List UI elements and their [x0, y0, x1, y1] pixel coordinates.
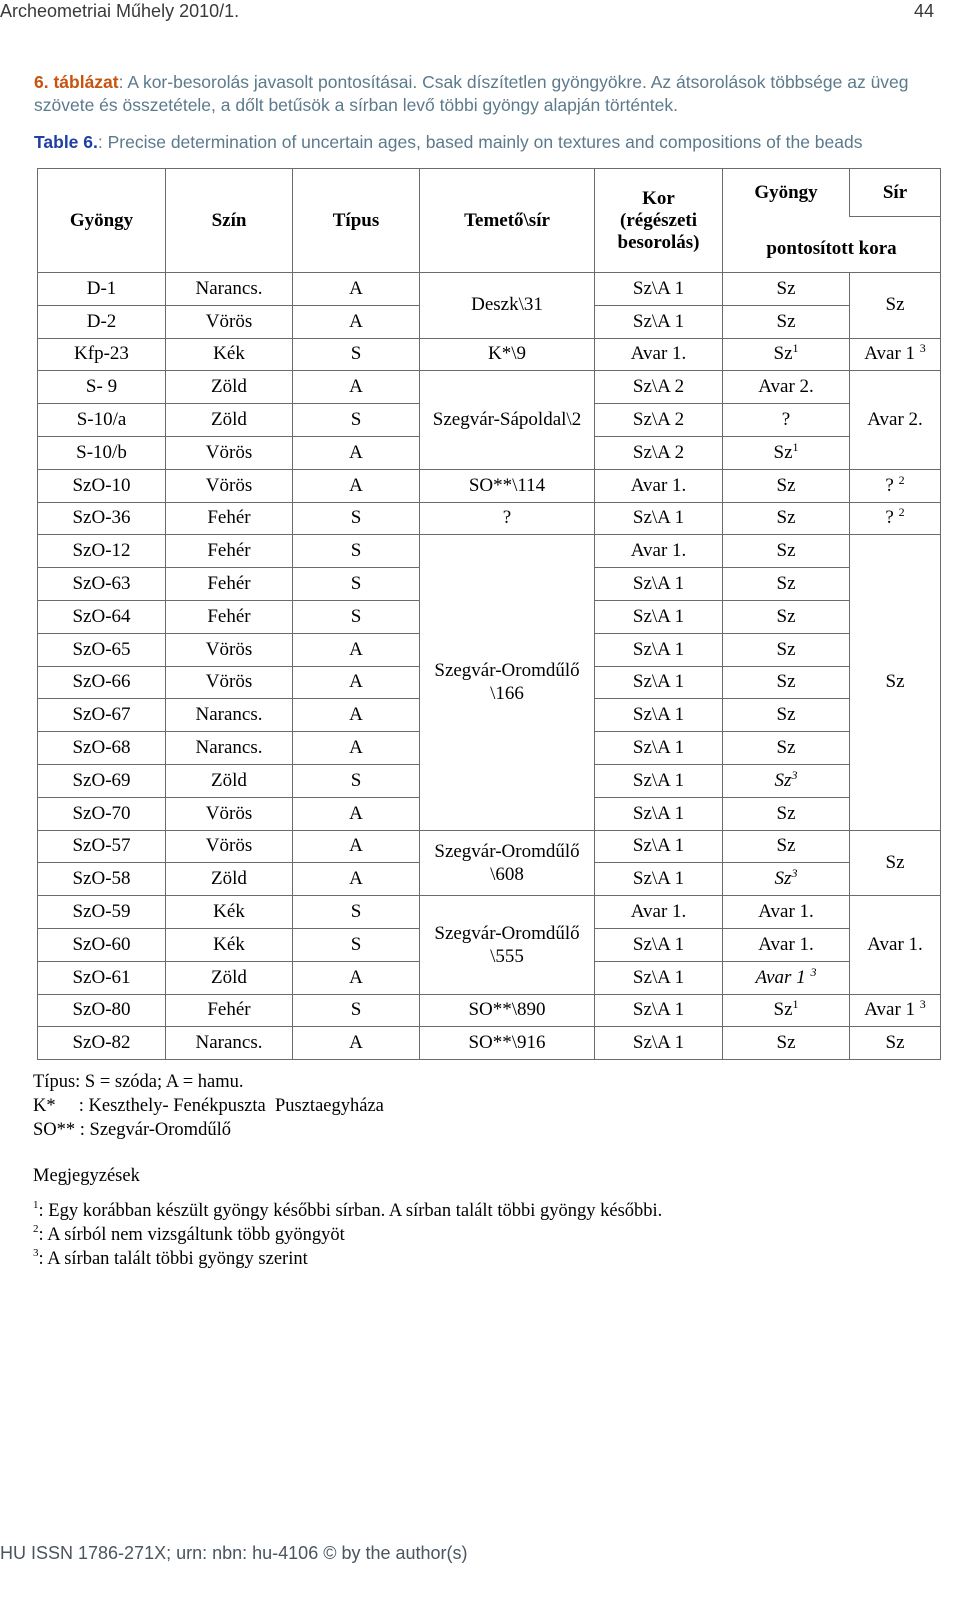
cell-type: S	[293, 928, 420, 961]
cell-id: SzO-65	[38, 633, 166, 666]
cell-age: Sz\A 1	[595, 863, 723, 896]
remark-number: 3	[33, 1247, 39, 1259]
cell-id: SzO-64	[38, 600, 166, 633]
remark-text: : A sírból nem vizsgáltunk több gyöngyöt	[38, 1225, 345, 1245]
table-header-row	[38, 169, 941, 217]
cell-grave: Sz	[850, 1027, 941, 1060]
table-row	[38, 830, 941, 863]
footnote-ref: 3	[791, 767, 798, 782]
cell-age: Sz\A 2	[595, 371, 723, 404]
cell-type: A	[293, 469, 420, 502]
cell-type: S	[293, 568, 420, 601]
cell-color: Fehér	[166, 600, 293, 633]
cell-color: Zöld	[166, 404, 293, 437]
footnote-ref: 1	[792, 439, 799, 454]
footnote-ref: 3	[810, 964, 817, 979]
cell-type: A	[293, 305, 420, 338]
cell-type: A	[293, 961, 420, 994]
cell-color: Narancs.	[166, 1027, 293, 1060]
cell-cemetery: SO**\916	[420, 1027, 595, 1060]
footnote-ref: 3	[791, 866, 798, 881]
bead-value: Sz	[774, 769, 792, 791]
cell-age: Avar 1.	[595, 469, 723, 502]
footnote-ref: 3	[919, 341, 926, 356]
grave-value: Avar 1	[864, 999, 916, 1021]
cell-bead: Sz	[723, 666, 850, 699]
cell-id: SzO-63	[38, 568, 166, 601]
remark-item	[33, 1247, 662, 1271]
cell-color: Narancs.	[166, 699, 293, 732]
header-kor: Kor (régészeti besorolás)	[595, 169, 723, 273]
cell-color: Vörös	[166, 469, 293, 502]
cell-id: SzO-80	[38, 994, 166, 1027]
table-caption-hu	[34, 71, 934, 117]
cell-bead: Sz	[723, 469, 850, 502]
cell-type: A	[293, 830, 420, 863]
cell-age: Sz\A 1	[595, 305, 723, 338]
remark-number: 2	[33, 1223, 39, 1235]
cell-bead	[723, 338, 850, 371]
cell-grave: Sz	[850, 535, 941, 830]
cell-bead: Sz	[723, 273, 850, 306]
cell-id: SzO-12	[38, 535, 166, 568]
cell-cemetery: Szegvár-Sápoldal\2	[420, 371, 595, 469]
cell-id: D-1	[38, 273, 166, 306]
cell-color: Kék	[166, 928, 293, 961]
cell-color: Vörös	[166, 830, 293, 863]
cell-type: S	[293, 502, 420, 535]
cell-type: A	[293, 863, 420, 896]
header-tipus: Típus	[293, 169, 420, 273]
remark-item	[33, 1223, 662, 1247]
cell-grave: Sz	[850, 830, 941, 896]
cell-bead: Sz	[723, 633, 850, 666]
cell-color: Vörös	[166, 633, 293, 666]
cell-id: D-2	[38, 305, 166, 338]
cell-color: Kék	[166, 338, 293, 371]
cell-color: Zöld	[166, 371, 293, 404]
cell-bead: ?	[723, 404, 850, 437]
cell-type: S	[293, 404, 420, 437]
cell-grave: Avar 1.	[850, 896, 941, 994]
cell-age: Sz\A 1	[595, 633, 723, 666]
cell-bead: Avar 1.	[723, 896, 850, 929]
cell-id: SzO-10	[38, 469, 166, 502]
cell-id: S-10/b	[38, 436, 166, 469]
cell-color: Narancs.	[166, 273, 293, 306]
legend-line: SO** : Szegvár-Oromdűlő	[33, 1120, 231, 1140]
cell-id: S-10/a	[38, 404, 166, 437]
footnote-ref: 1	[792, 997, 799, 1012]
grave-value: ?	[885, 507, 894, 529]
remarks-list	[33, 1199, 662, 1271]
header-pontositott: pontosított kora	[723, 217, 941, 273]
cell-cemetery: Szegvár-Oromdűlő \555	[420, 896, 595, 994]
cell-id: SzO-68	[38, 732, 166, 765]
cell-type: A	[293, 666, 420, 699]
cell-color: Fehér	[166, 568, 293, 601]
cell-type: A	[293, 633, 420, 666]
table-row	[38, 1027, 941, 1060]
journal-title: Archeometriai Műhely 2010/1.	[0, 1, 240, 21]
cell-id: SzO-58	[38, 863, 166, 896]
cell-id: SzO-67	[38, 699, 166, 732]
cell-bead: Sz	[723, 699, 850, 732]
footnote-ref: 2	[898, 472, 905, 487]
bead-value: Sz	[773, 343, 793, 365]
cell-id: SzO-59	[38, 896, 166, 929]
page-number: 44	[913, 1, 934, 21]
caption-hu-text: : A kor-besorolás javasolt pontosításai. Csak díszítetlen gyöngyökre. Az átsorolások többsége az üveg szövete és összetétele, a dőlt betűsök a sírban levő többi gyöngy alapján történtek.	[34, 72, 909, 115]
table-row	[38, 994, 941, 1027]
caption-en-text: : Precise determination of uncertain ages, based mainly on textures and compositions of the beads	[97, 132, 863, 152]
cell-type: A	[293, 436, 420, 469]
cell-cemetery: Szegvár-Oromdűlő \166	[420, 535, 595, 830]
cell-bead: Sz	[723, 535, 850, 568]
bead-value: Sz	[773, 999, 793, 1021]
legend-line: Típus: S = szóda; A = hamu.	[33, 1072, 244, 1092]
cell-color: Narancs.	[166, 732, 293, 765]
remark-item	[33, 1199, 662, 1223]
cell-bead	[723, 863, 850, 896]
cell-id: Kfp-23	[38, 338, 166, 371]
cell-age: Sz\A 1	[595, 273, 723, 306]
cell-cemetery: Szegvár-Oromdűlő \608	[420, 830, 595, 896]
cell-color: Zöld	[166, 764, 293, 797]
cell-color: Vörös	[166, 666, 293, 699]
cell-type: A	[293, 699, 420, 732]
header-gyongy: Gyöngy	[38, 169, 166, 273]
cell-age: Sz\A 1	[595, 666, 723, 699]
cell-age: Sz\A 1	[595, 732, 723, 765]
cell-bead: Sz	[723, 305, 850, 338]
cell-type: S	[293, 994, 420, 1027]
cell-type: A	[293, 797, 420, 830]
footnote-ref: 3	[919, 997, 926, 1012]
cell-grave	[850, 338, 941, 371]
header-sir: Sír	[850, 169, 941, 217]
cell-cemetery: ?	[420, 502, 595, 535]
cell-age: Sz\A 1	[595, 830, 723, 863]
grave-value: Avar 1	[864, 343, 916, 365]
cell-color: Vörös	[166, 305, 293, 338]
footnote-ref: 2	[898, 505, 905, 520]
table-row	[38, 338, 941, 371]
table-caption-en	[34, 131, 934, 154]
remark-number: 1	[33, 1199, 39, 1211]
cell-bead	[723, 436, 850, 469]
cell-id: SzO-61	[38, 961, 166, 994]
cell-bead	[723, 764, 850, 797]
cell-id: SzO-57	[38, 830, 166, 863]
cell-age: Sz\A 1	[595, 699, 723, 732]
cell-type: S	[293, 338, 420, 371]
cell-id: SzO-36	[38, 502, 166, 535]
footnote-ref: 1	[792, 341, 799, 356]
cell-color: Fehér	[166, 535, 293, 568]
cell-cemetery: SO**\114	[420, 469, 595, 502]
cell-age: Sz\A 1	[595, 502, 723, 535]
header-szin: Szín	[166, 169, 293, 273]
cell-color: Fehér	[166, 502, 293, 535]
cell-age: Sz\A 1	[595, 1027, 723, 1060]
cell-id: SzO-66	[38, 666, 166, 699]
cell-age: Sz\A 2	[595, 404, 723, 437]
cell-type: S	[293, 764, 420, 797]
bead-value: Sz	[774, 868, 792, 890]
cell-bead: Sz	[723, 600, 850, 633]
cell-type: A	[293, 273, 420, 306]
cell-id: SzO-70	[38, 797, 166, 830]
page-footer: HU ISSN 1786-271X; urn: nbn: hu-4106 © by the author(s)	[0, 1543, 468, 1563]
cell-cemetery: K*\9	[420, 338, 595, 371]
table-legend	[33, 1070, 384, 1142]
cell-type: S	[293, 896, 420, 929]
cell-type: A	[293, 371, 420, 404]
cell-age: Sz\A 1	[595, 928, 723, 961]
cell-id: SzO-82	[38, 1027, 166, 1060]
cell-color: Vörös	[166, 436, 293, 469]
cell-age: Avar 1.	[595, 338, 723, 371]
cell-age: Sz\A 1	[595, 797, 723, 830]
cell-age: Sz\A 1	[595, 961, 723, 994]
cell-bead: Sz	[723, 797, 850, 830]
cell-type: S	[293, 600, 420, 633]
table-row	[38, 273, 941, 306]
cell-age: Sz\A 1	[595, 568, 723, 601]
remark-text: : Egy korábban készült gyöngy későbbi sírban. A sírban talált többi gyöngy későbbi.	[38, 1201, 663, 1221]
cell-age: Avar 1.	[595, 535, 723, 568]
cell-grave	[850, 502, 941, 535]
cell-bead: Avar 1.	[723, 928, 850, 961]
cell-bead: Avar 2.	[723, 371, 850, 404]
cell-bead: Sz	[723, 830, 850, 863]
legend-line: K* : Keszthely- Fenékpuszta Pusztaegyháza	[33, 1096, 384, 1116]
cell-bead: Sz	[723, 502, 850, 535]
cell-bead: Sz	[723, 1027, 850, 1060]
header-temeto: Temető\sír	[420, 169, 595, 273]
cell-bead	[723, 961, 850, 994]
cell-age: Sz\A 2	[595, 436, 723, 469]
header-gyongy2: Gyöngy	[723, 169, 850, 217]
bead-value: Avar 1	[755, 966, 806, 988]
cell-bead: Sz	[723, 568, 850, 601]
cell-type: A	[293, 1027, 420, 1060]
remarks-title: Megjegyzések	[33, 1166, 140, 1186]
cell-bead: Sz	[723, 732, 850, 765]
cell-color: Zöld	[166, 961, 293, 994]
cell-color: Fehér	[166, 994, 293, 1027]
cell-grave	[850, 469, 941, 502]
age-table	[37, 168, 941, 1060]
caption-en-label: Table 6.	[34, 132, 98, 152]
cell-color: Kék	[166, 896, 293, 929]
cell-bead	[723, 994, 850, 1027]
remark-text: : A sírban talált többi gyöngy szerint	[38, 1249, 308, 1269]
bead-value: Sz	[773, 441, 793, 463]
caption-hu-label: 6. táblázat	[34, 72, 119, 92]
table-row	[38, 535, 941, 568]
table-row	[38, 502, 941, 535]
page-header	[0, 0, 960, 26]
table-row	[38, 469, 941, 502]
cell-cemetery: SO**\890	[420, 994, 595, 1027]
cell-color: Zöld	[166, 863, 293, 896]
cell-grave: Sz	[850, 273, 941, 339]
cell-age: Sz\A 1	[595, 600, 723, 633]
cell-type: S	[293, 535, 420, 568]
grave-value: ?	[885, 474, 894, 496]
cell-id: SzO-69	[38, 764, 166, 797]
table-row	[38, 371, 941, 404]
table-row	[38, 896, 941, 929]
cell-type: A	[293, 732, 420, 765]
cell-cemetery: Deszk\31	[420, 273, 595, 339]
cell-id: SzO-60	[38, 928, 166, 961]
cell-age: Sz\A 1	[595, 764, 723, 797]
cell-grave	[850, 994, 941, 1027]
cell-age: Avar 1.	[595, 896, 723, 929]
cell-color: Vörös	[166, 797, 293, 830]
cell-age: Sz\A 1	[595, 994, 723, 1027]
cell-grave: Avar 2.	[850, 371, 941, 469]
cell-id: S- 9	[38, 371, 166, 404]
